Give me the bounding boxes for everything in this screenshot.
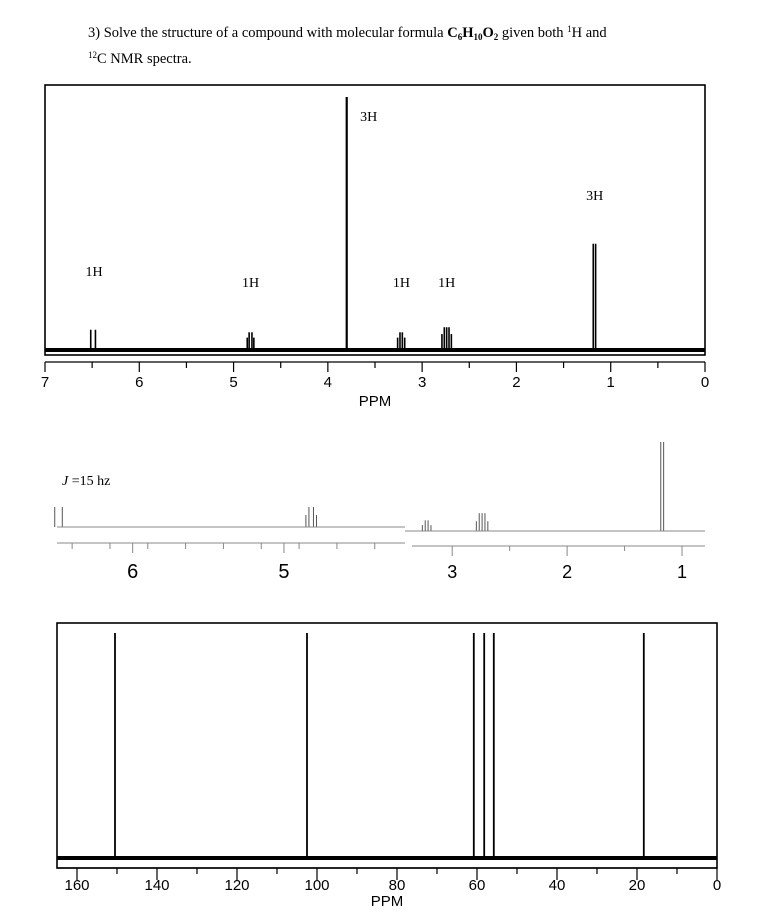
c-nmr-xlabel: PPM [370, 893, 404, 910]
c-tick-label: 40 [548, 877, 566, 894]
c-nmr-spectrum [57, 623, 721, 910]
question-mid: given both [501, 25, 564, 41]
carbon-label: C NMR spectra. [97, 51, 192, 67]
h-tick-label: 0 [700, 374, 710, 391]
h-nmr-expansion-right [405, 442, 705, 582]
h-tick-label: 4 [323, 374, 333, 391]
h-tick-label: 1 [606, 374, 615, 391]
h-tick-label: 7 [40, 374, 50, 391]
c-tick-label: 100 [304, 877, 330, 894]
expansion-left-ticks [72, 543, 375, 583]
h-nmr-ticks [41, 362, 709, 391]
h-tick-label: 5 [229, 374, 238, 391]
expansion-right-tick-label: 2 [562, 562, 573, 582]
question-number: 3) [88, 25, 101, 41]
expansion-right-ticks [447, 546, 687, 582]
c-tick-label: 160 [64, 877, 90, 894]
expansion-left-peaks [55, 507, 317, 527]
h-integration-label: 1H [392, 276, 410, 291]
h-integration-label: 1H [241, 276, 260, 291]
expansion-left-tick-label: 6 [127, 561, 139, 583]
h-nmr-peaks [91, 97, 596, 350]
c-tick-label: 140 [144, 877, 170, 894]
expansion-left-tick-label: 5 [278, 561, 290, 583]
coupling-annotation: J =15 hz [62, 474, 111, 489]
c-tick-label: 60 [468, 877, 486, 894]
h-integration-label: 3H [586, 189, 604, 204]
c-tick-label: 80 [388, 877, 406, 894]
h-nmr-expansion-left [55, 474, 405, 583]
c-tick-label: 120 [224, 877, 250, 894]
h-integration-label: 1H [85, 265, 103, 280]
proton-mass-number: 1 [567, 24, 572, 34]
c-tick-label: 0 [712, 877, 722, 894]
expansion-right-tick-label: 3 [447, 562, 458, 582]
c-nmr-ticks [64, 868, 721, 894]
expansion-right-peaks [422, 442, 663, 531]
h-nmr-xlabel: PPM [358, 393, 392, 410]
h-nmr-integrations [85, 110, 603, 291]
h-integration-label: 3H [360, 110, 378, 125]
h-tick-label: 6 [135, 374, 144, 391]
carbon-mass-number: 12 [88, 50, 97, 60]
h-tick-label: 2 [512, 374, 521, 391]
question-prompt: Solve the structure of a compound with molecular formula [103, 25, 444, 41]
c-tick-label: 20 [628, 877, 646, 894]
molecular-formula: $C_6H_{10}O_2$ [447, 25, 499, 42]
h-nmr-spectrum [41, 85, 709, 410]
c-nmr-peaks [115, 633, 644, 858]
h-nmr-baseline [45, 348, 705, 352]
c-nmr-frame [57, 623, 717, 868]
c-nmr-baseline [57, 856, 717, 860]
h-tick-label: 3 [417, 374, 427, 391]
proton-label: H and [571, 25, 607, 41]
h-integration-label: 1H [438, 276, 456, 291]
h-nmr-frame [45, 85, 705, 355]
expansion-right-tick-label: 1 [677, 562, 688, 582]
